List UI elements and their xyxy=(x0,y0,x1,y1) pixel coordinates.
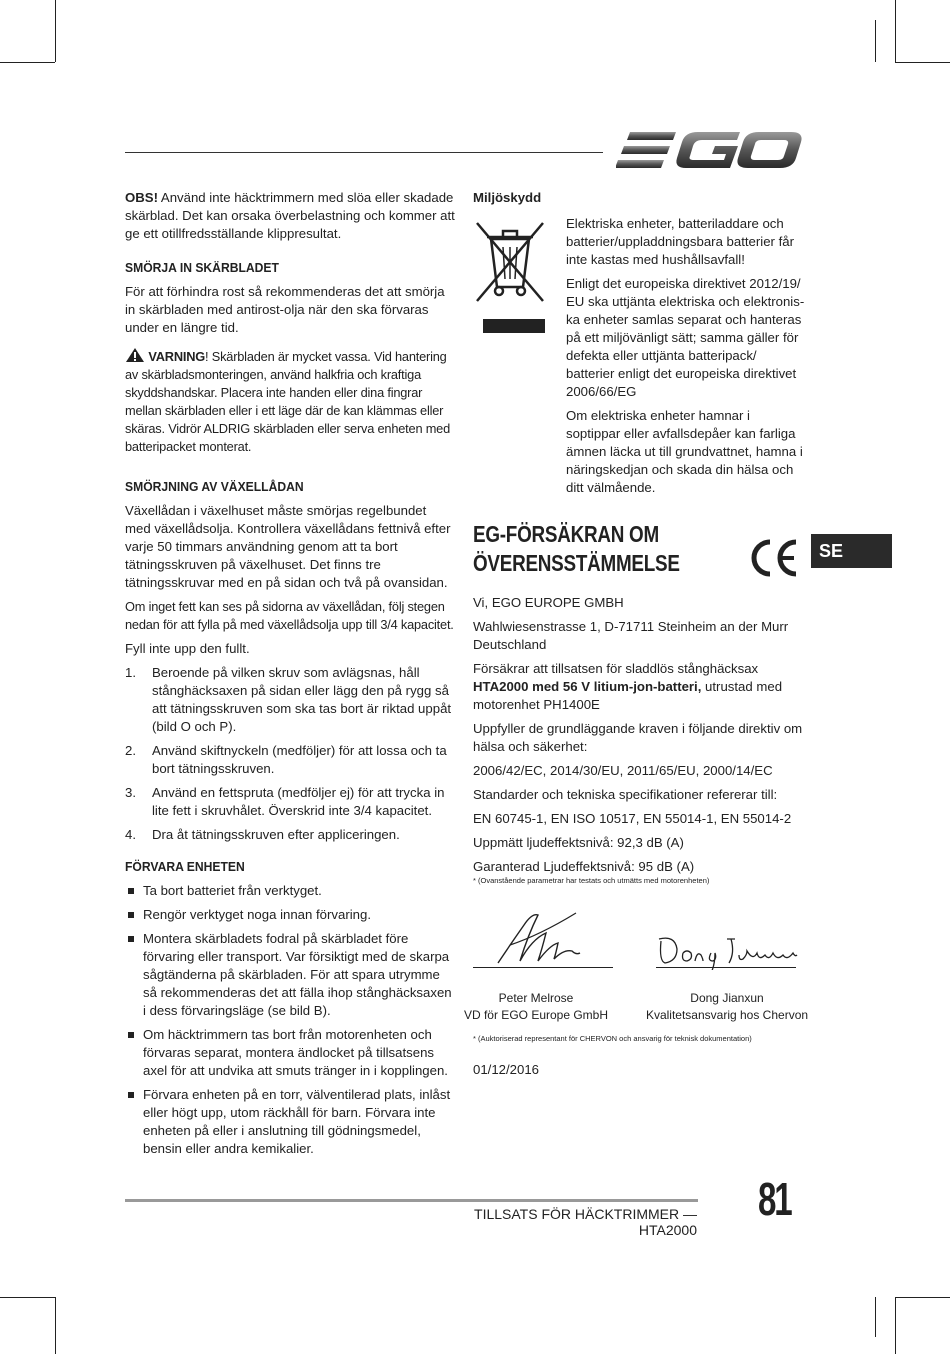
crop-mark xyxy=(0,1297,55,1298)
footer-rule xyxy=(125,1199,698,1202)
list-item: Förvara enheten på en torr, välventilerad plats, inlåst eller högt upp, utom räckhåll för barn. Förvara inte enheten på eller i anslutning till gödningsmedel, bensin eller andra kemikalier. xyxy=(125,1086,455,1158)
environment-p1: Elektriska enheter, batteriladdare och batterier/uppladdningsbara batterier får inte kastas med hushållsavfall! xyxy=(566,216,794,267)
obs-paragraph xyxy=(125,189,455,243)
crop-mark xyxy=(895,1297,896,1354)
list-item: Montera skärbladets fodral på skärbladet före förvaring eller transport. Var försiktigt med de skarpa sågtänderna på skärbladen. För att spara utrymme så rekommenderas det att fälla ihop stånghäcksaxen i dess förvaringsläge (se bild B). xyxy=(125,930,455,1020)
storage-heading: FÖRVARA ENHETEN xyxy=(125,859,245,874)
lubricate-blade-heading: SMÖRJA IN SKÄRBLADET xyxy=(125,260,279,275)
left-column xyxy=(125,189,455,1164)
signer-role: VD för EGO Europe GmbH xyxy=(463,1008,609,1022)
environment-p3: Om elektriska enheter hamnar i soptippar eller avfallsdepåer kan farliga ämnen läcka ut till grundvattnet, hamna i näringskedjan och skada din hälsa och ditt välmående. xyxy=(566,408,803,495)
crop-mark xyxy=(895,0,896,62)
signature-peter-melrose xyxy=(480,905,625,970)
environment-text xyxy=(566,215,806,503)
signer-name: Dong Jianxun xyxy=(690,991,764,1005)
crop-mark xyxy=(0,62,55,63)
signature-dong-jianxun xyxy=(655,905,800,970)
decl-directives: 2006/42/EC, 2014/30/EU, 2011/65/EU, 2000/14/EC xyxy=(473,763,773,778)
list-item: Ta bort batteriet från verktyget. xyxy=(125,882,455,900)
gearbox-heading: SMÖRJNING AV VÄXELLÅDAN xyxy=(125,479,304,494)
decl-standards: EN 60745-1, EN ISO 10517, EN 55014-1, EN 55014-2 xyxy=(473,811,792,826)
gearbox-steps xyxy=(125,664,455,844)
decl-footnote: * (Ovanstående parametrar har testats och utmätts med motorenheten) xyxy=(473,876,710,885)
step-text: Använd skiftnyckeln (medföljer) för att lossa och ta bort tätningsskruven. xyxy=(152,743,447,776)
declaration-title: EG-FÖRSÄKRAN OM ÖVERENSSTÄMMELSE xyxy=(473,521,680,576)
warning-label: VARNING xyxy=(148,349,206,364)
gearbox-p1: Växellådan i växelhuset måste smörjas regelbundet med växellådsolja. Kontrollera växellådans fettnivå efter varje 50 timmars användning genom att ta bort tätningsskruven på växelhuset. Det finns tre tätningsskruvar med en på sidan och två på ovansidan. xyxy=(125,503,451,590)
decl-declare-bold: HTA2000 med 56 V litium-jon-batteri, xyxy=(473,679,702,694)
step-text: Använd en fettspruta (medföljer ej) för att trycka in lite fett i skruvhålet. Överskrid inte 3/4 kapacitet. xyxy=(152,785,445,818)
step-number: 2. xyxy=(125,743,136,758)
header-rule xyxy=(125,152,603,153)
list-item: Rengör verktyget noga innan förvaring. xyxy=(125,906,455,924)
environment-block xyxy=(473,189,805,495)
crop-mark xyxy=(875,1297,876,1337)
step-text: Dra åt tätningsskruven efter appliceringen. xyxy=(152,827,400,842)
list-item xyxy=(125,784,455,820)
signature-line xyxy=(473,967,613,968)
decl-fulfills: Uppfyller de grundläggande kraven i följande direktiv om hälsa och säkerhet: xyxy=(473,721,803,754)
crop-mark xyxy=(875,20,876,62)
crop-mark xyxy=(895,62,950,63)
footer-title: TILLSATS FÖR HÄCKTRIMMER — HTA2000 xyxy=(474,1206,697,1238)
declaration-date: 01/12/2016 xyxy=(473,1062,540,1077)
step-number: 1. xyxy=(125,665,136,680)
crop-mark xyxy=(55,1297,56,1354)
step-number: 3. xyxy=(125,785,136,800)
step-number: 4. xyxy=(125,827,136,842)
page-number: 81 xyxy=(758,1173,791,1225)
obs-text: Använd inte häcktrimmern med slöa eller skadade skärblad. Det kan orsaka överbelastning och kommer att ge ett otillfredsställande klippresultat. xyxy=(125,190,455,241)
signer-dong xyxy=(637,990,817,1024)
decl-address: Wahlwiesenstrasse 1, D-71711 Steinheim an der Murr Deutschland xyxy=(473,619,789,652)
signer-peter xyxy=(446,990,626,1024)
environment-section xyxy=(473,189,805,495)
environment-heading: Miljöskydd xyxy=(473,190,542,205)
environment-p2: Enligt det europeiska direktivet 2012/19/ EU ska uttjänta elektriska och elektronis-ka enheter samlas separat och hanteras på ett miljövänligt sätt; samma gäller för defekta eller uttjänta batteripack/ batterier enligt det europeiska direktivet 2006/66/EG xyxy=(566,276,805,399)
decl-standards-intro: Standarder och tekniska specifikationer refererar till: xyxy=(473,787,778,802)
storage-list xyxy=(125,882,455,1158)
signer-name: Peter Melrose xyxy=(498,991,574,1005)
decl-declare-post: utrustad med motorenhet PH1400E xyxy=(473,679,783,712)
signer-role: Kvalitetsansvarig hos Chervon xyxy=(645,1008,809,1022)
decl-declare xyxy=(473,660,803,714)
obs-label: OBS! xyxy=(125,190,158,205)
list-item xyxy=(125,742,455,778)
representative-footnote: * (Auktoriserad representant för CHERVON och ansvarig för teknisk dokumentation) xyxy=(473,1034,752,1043)
decl-declare-pre: Försäkrar att tillsatsen för sladdlös stånghäcksax xyxy=(473,661,759,676)
step-text: Beroende på vilken skruv som avlägsnas, håll stånghäcksaxen på sidan eller lägg den på rygg så att tätningsskruven som ska tas bort är riktad uppåt (bild O och P). xyxy=(152,665,452,734)
gearbox-p3: Fyll inte upp den fullt. xyxy=(125,641,250,656)
decl-company: Vi, EGO EUROPE GMBH xyxy=(473,595,624,610)
list-item: Om häcktrimmern tas bort från motorenheten och förvaras separat, montera ändlocket på tillsatsens axel för att undvika att smuts tränger in i kopplingen. xyxy=(125,1026,455,1080)
signature-line xyxy=(656,967,796,968)
ce-mark-icon xyxy=(748,538,800,578)
list-item xyxy=(125,826,455,844)
declaration-body xyxy=(473,594,803,886)
warning-paragraph xyxy=(125,347,455,456)
list-item xyxy=(125,664,455,736)
language-tab: SE xyxy=(811,534,892,568)
gearbox-p2: Om inget fett kan ses på sidorna av växellådan, följ stegen nedan för att fylla på med växellådsolja upp till 3/4 kapacitet. xyxy=(125,599,454,632)
crop-mark xyxy=(55,0,56,62)
ego-logo xyxy=(616,128,802,172)
crop-mark xyxy=(895,1297,950,1298)
warning-text: ! Skärbladen är mycket vassa. Vid hantering av skärbladsmonteringen, använd halkfria och kraftiga skyddshandskar. Placera inte handen eller dina fingrar mellan skärbladen eller i ett läge där de kan klämmas eller skäras. Vidrör ALDRIG skärbladen eller serva enheten med batteripacket monterat. xyxy=(125,349,451,454)
decl-measured: Uppmätt ljudeffektsnivå: 92,3 dB (A) xyxy=(473,835,684,850)
decl-guaranteed: Garanterad Ljudeffektsnivå: 95 dB (A) xyxy=(473,859,695,874)
warning-icon xyxy=(125,347,145,363)
crossed-bin-icon xyxy=(473,215,547,333)
lubricate-blade-text: För att förhindra rost så rekommenderas det att smörja in skärbladen med antirost-olja när den ska förvaras under en längre tid. xyxy=(125,284,445,335)
